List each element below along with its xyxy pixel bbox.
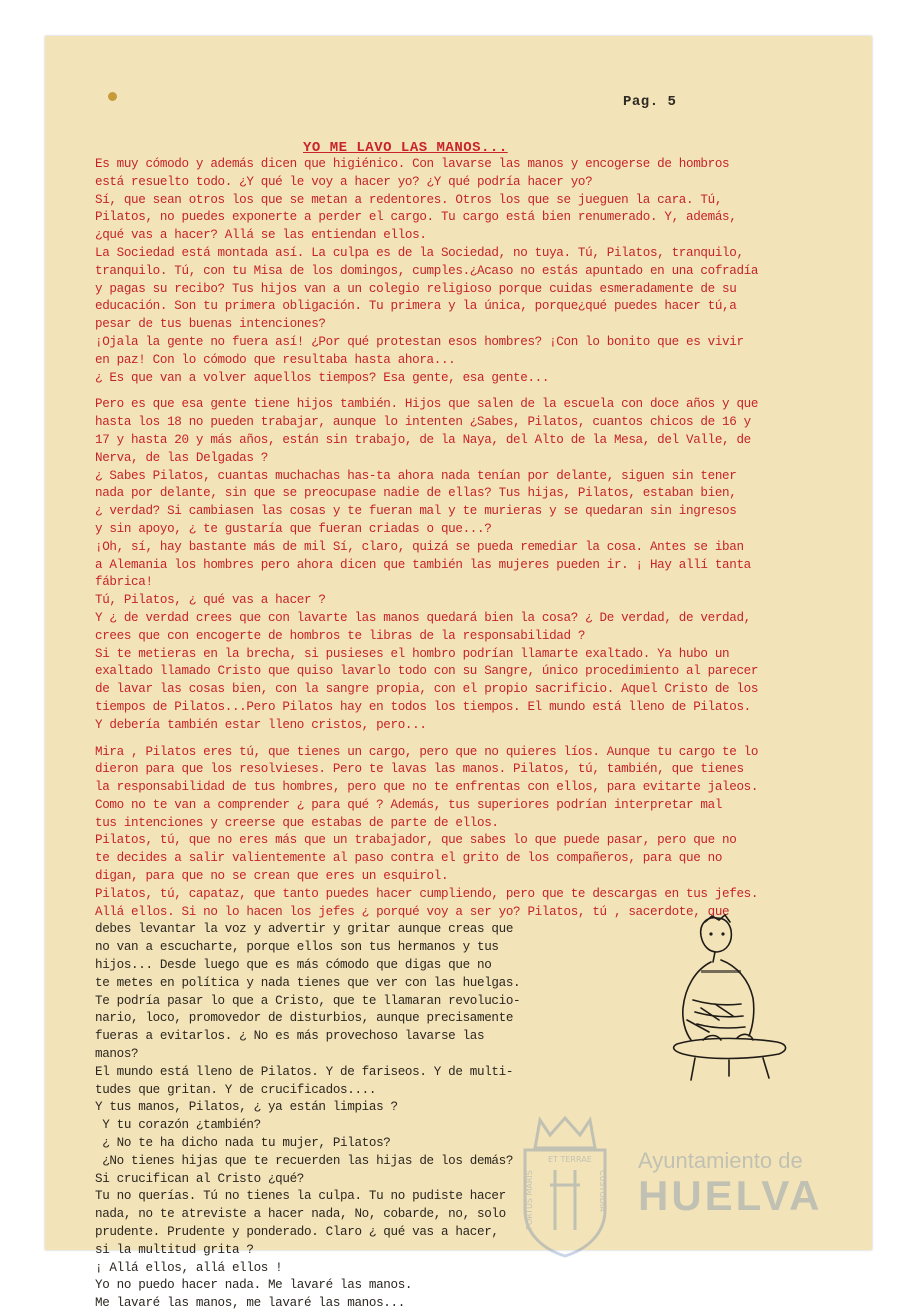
text-line: en paz! Con lo cómodo que resultaba hasta ahora...: [95, 352, 456, 367]
text-line: nada, no te atreviste a hacer nada, No, cobarde, no, solo: [95, 1207, 506, 1222]
text-line: ¿ Sabes Pilatos, cuantas muchachas has-ta ahora nada tenían por delante, siguen sin tener: [95, 468, 737, 483]
text-line: Mira , Pilatos eres tú, que tienes un cargo, pero que no quieres líos. Aunque tu cargo te lo: [95, 744, 759, 759]
text-line: y pagas su recibo? Tus hijos van a un colegio religioso porque cuidas esmeradamente de su: [95, 281, 737, 296]
text-line: exaltado llamado Cristo que quiso lavarlo todo con su Sangre, único procedimiento al parecer: [95, 664, 759, 679]
text-line: ¿ Es que van a volver aquellos tiempos? Esa gente, esa gente...: [95, 370, 550, 385]
text-line: tus intenciones y creerse que estabas de parte de ellos.: [95, 815, 499, 830]
text-line: la responsabilidad de tus hombres, pero que no te enfrentas con ellos, para evitarte jaleos.: [95, 780, 759, 795]
text-line: Y ¿ de verdad crees que con lavarte las manos quedará bien la cosa? ¿ De verdad, de verdad,: [95, 610, 751, 625]
page-number: Pag. 5: [623, 94, 677, 110]
text-line: hijos... Desde luego que es más cómodo que digas que no: [95, 958, 492, 973]
text-line: Y tu corazón ¿también?: [95, 1118, 261, 1133]
seal-text-left: PORTUS MARIS: [525, 1170, 534, 1230]
text-line: Allá ellos. Si no lo hacen los jefes ¿ porqué voy a ser yo? Pilatos, tú , sacerdote, que: [95, 904, 730, 919]
text-line: ¿No tienes hijas que te recuerden las hijas de los demás?: [95, 1153, 514, 1168]
city-seal-icon: [510, 1110, 620, 1260]
text-line: Y debería también estar lleno cristos, pero...: [95, 717, 427, 732]
text-line: está resuelto todo. ¿Y qué le voy a hacer yo? ¿Y qué podría hacer yo?: [95, 174, 593, 189]
text-line: 17 y hasta 20 y más años, están sin trabajo, de la Naya, del Alto de la Mesa, del Valle, de: [95, 432, 751, 447]
text-line: Si crucifican al Cristo ¿qué?: [95, 1171, 305, 1186]
text-line: tudes que gritan. Y de crucificados....: [95, 1082, 377, 1097]
text-line: educación. Son tu primera obligación. Tu primera y la única, porque¿qué puedes hacer tú,a: [95, 299, 737, 314]
text-line: pesar de tus buenas intenciones?: [95, 317, 326, 332]
text-line: Como no te van a comprender ¿ para qué ? Además, tus superiores podrían interpretar mal: [95, 797, 723, 812]
text-line: te metes en política y nada tienes que ver con las huelgas.: [95, 975, 521, 990]
paper-hole: [108, 92, 117, 101]
watermark-line1: Ayuntamiento de: [638, 1148, 803, 1173]
text-line: nada por delante, sin que se preocupase nadie de ellas? Tus hijas, Pilatos, estaban bien,: [95, 486, 737, 501]
text-line: debes levantar la voz y advertir y gritar aunque creas que: [95, 922, 514, 937]
text-line: hasta los 18 no pueden trabajar, aunque lo intenten ¿Sabes, Pilatos, cuantos chicos de 16 y: [95, 415, 751, 430]
text-line: Pero es que esa gente tiene hijos también. Hijos que salen de la escuela con doce años y que: [95, 397, 759, 412]
text-line: si la multitud grita ?: [95, 1242, 254, 1257]
text-line: Pilatos, tú, capataz, que tanto puedes hacer cumpliendo, pero que te descargas en tus jefes.: [95, 886, 759, 901]
text-line: de lavar las cosas bien, con la sangre propia, con el propio sacrificio. Aquel Cristo de los: [95, 682, 759, 697]
ayuntamiento-huelva-watermark: [510, 1110, 840, 1260]
text-line: fueras a evitarlos. ¿ No es más provechoso lavarse las: [95, 1029, 485, 1044]
text-line: a Alemania los hombres pero ahora dicen que también las mujeres pueden ir. ¡ Hay allí tanta: [95, 557, 751, 572]
text-line: ¡ Allá ellos, allá ellos !: [95, 1260, 283, 1275]
text-line: ¿ verdad? Si cambiasen las cosas y te fueran mal y te murieras y se quedaran sin ingresos: [95, 504, 737, 519]
text-line: Tú, Pilatos, ¿ qué vas a hacer ?: [95, 593, 326, 608]
text-line: nario, loco, promovedor de disturbios, aunque precisamente: [95, 1011, 514, 1026]
text-line: te decides a salir valientemente al paso contra el grito de los compañeros, para que no: [95, 851, 723, 866]
text-line: Es muy cómodo y además dicen que higiénico. Con lavarse las manos y encogerse de hombros: [95, 157, 730, 171]
text-line: ¿ No te ha dicho nada tu mujer, Pilatos?: [95, 1136, 391, 1151]
text-line: Tu no querías. Tú no tienes la culpa. Tu no pudiste hacer: [95, 1189, 506, 1204]
document-title: YO ME LAVO LAS MANOS...: [303, 140, 508, 156]
text-line: tranquilo. Tú, con tu Misa de los domingos, cumples.¿Acaso no estás apuntado en una cofradía: [95, 263, 759, 278]
text-line: no van a escucharte, porque ellos son tus hermanos y tus: [95, 940, 499, 955]
text-line: Si te metieras en la brecha, si pusieses el hombro podrían llamarte exaltado. Ya hubo un: [95, 646, 730, 661]
text-line: prudente. Prudente y ponderado. Claro ¿ qué vas a hacer,: [95, 1225, 499, 1240]
text-line: ¡Oh, sí, hay bastante más de mil Sí, claro, quizá se pueda remediar la cosa. Antes se iban: [95, 539, 744, 554]
text-line: dieron para que los resolvieses. Pero te lavas las manos. Pilatos, tú, también, que tienes: [95, 762, 744, 777]
paragraph-gap: [95, 735, 865, 744]
text-line: Sí, que sean otros los que se metan a redentores. Otros los que se jueguen la cara. Tú,: [95, 192, 723, 207]
text-line: crees que con encogerte de hombros te libras de la responsabilidad ?: [95, 628, 586, 643]
seal-text-top: ET TERRAE: [548, 1155, 592, 1164]
text-line: manos?: [95, 1047, 139, 1062]
text-line: tiempos de Pilatos...Pero Pilatos hay en todos los tiempos. El mundo está lleno de Pilatos.: [95, 699, 751, 714]
text-line: fábrica!: [95, 575, 153, 590]
text-line: La Sociedad está montada así. La culpa es de la Sociedad, no tuya. Tú, Pilatos, tranquilo,: [95, 245, 744, 260]
text-line: Pilatos, tú, que no eres más que un trabajador, que sabes lo que puede pasar, pero que no: [95, 833, 737, 848]
document-page: [45, 36, 872, 1311]
text-line: y sin apoyo, ¿ te gustaría que fueran criadas o que...?: [95, 521, 492, 536]
pilate-washing-hands-illustration: [657, 908, 807, 1083]
text-line: Y tus manos, Pilatos, ¿ ya están limpias ?: [95, 1100, 398, 1115]
paragraph-gap: [95, 387, 865, 396]
text-line: Nerva, de las Delgadas ?: [95, 450, 268, 465]
text-line: Pilatos, no puedes exponerte a perder el cargo. Tu cargo está bien renumerado. Y, además,: [95, 210, 737, 225]
text-line: El mundo está lleno de Pilatos. Y de fariseos. Y de multi-: [95, 1064, 514, 1079]
seal-text-right: CUSTODIA: [598, 1170, 607, 1212]
text-line: ¿qué vas a hacer? Allá se las entiendan ellos.: [95, 228, 427, 243]
text-line: Me lavaré las manos, me lavaré las manos...: [95, 1296, 405, 1311]
watermark-line2: HUELVA: [638, 1172, 823, 1219]
text-line: Te podría pasar lo que a Cristo, que te llamaran revolucio-: [95, 993, 521, 1008]
text-line: Yo no puedo hacer nada. Me lavaré las manos.: [95, 1278, 413, 1293]
text-line: digan, para que no se crean que eres un esquirol.: [95, 869, 449, 884]
text-line: ¡Ojala la gente no fuera así! ¿Por qué protestan esos hombres? ¡Con lo bonito que es vivir: [95, 334, 744, 349]
